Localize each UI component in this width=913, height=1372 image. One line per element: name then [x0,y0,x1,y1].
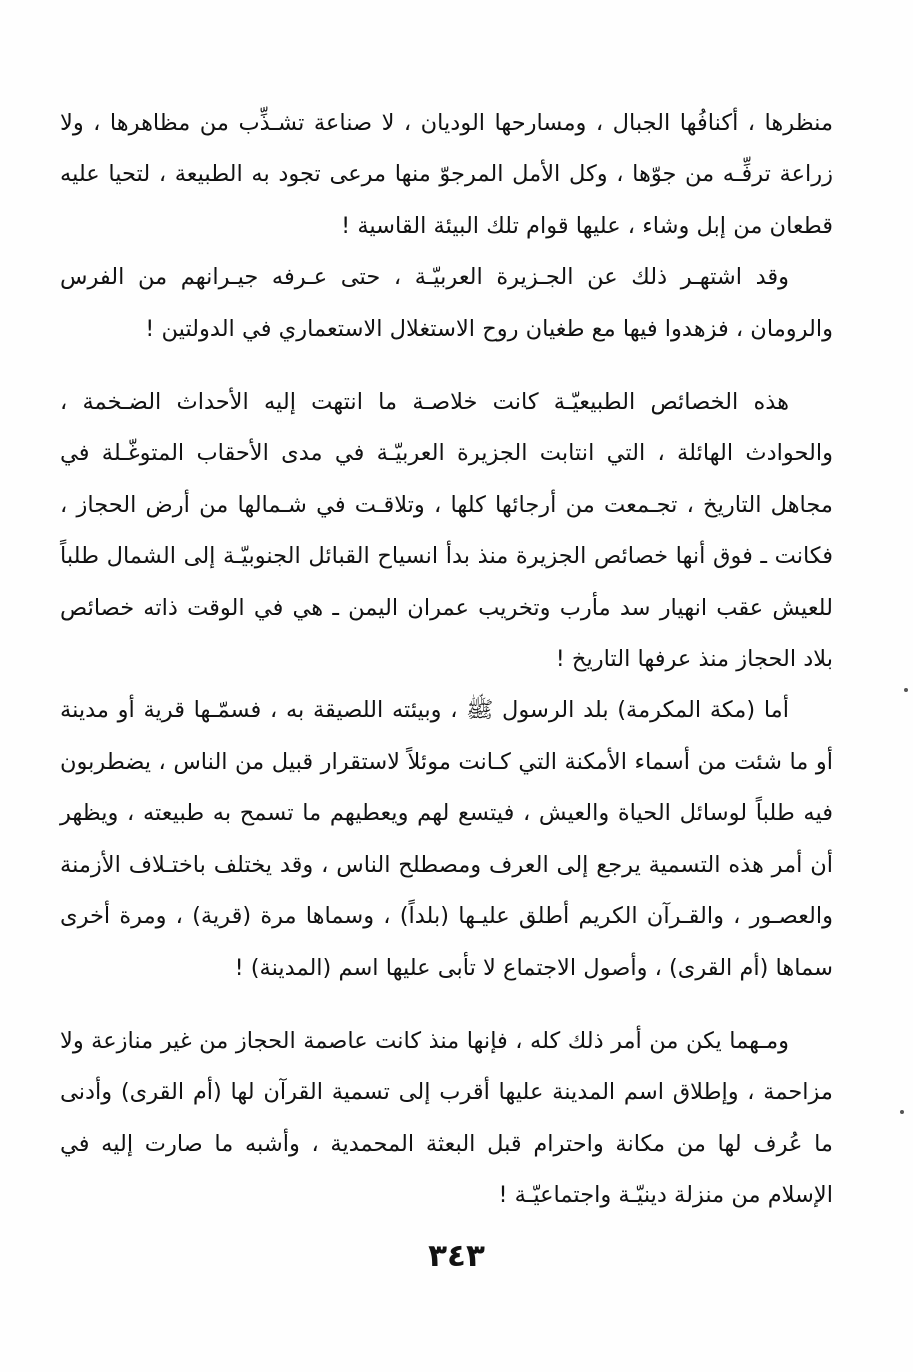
body-text [60,98,833,1222]
page-number: ٣٤٣ [428,1238,485,1274]
paragraph-4: أما (مكة المكرمة) بلد الرسول ﷺ ، وبيئته اللصيقة به ، فسمّـها قرية أو مدينة أو ما شئت من أسماء الأمكنة التي كـانت موئلاً لاستقرار قبيل من الناس ، يضطربون فيه طلباً لوسائل الحياة والعيش ، فيتسع لهم ويعطيهم ما تسمح به طبيعته ، ويظهر أن أمر هذه التسمية يرجع إلى العرف ومصطلح الناس ، وقد يختلف باختـلاف الأزمنة والعصـور ، والقـرآن الكريم أطلق عليـها (بلداً) ، وسماها مرة (قرية) ، ومرة أخرى سماها (أم القرى) ، وأصول الاجتماع لا تأبى عليها اسم (المدينة) ! [60,697,833,981]
paragraph-5: ومـهما يكن من أمر ذلك كله ، فإنها منذ كانت عاصمة الحجاز من غير منازعة ولا مزاحمة ، وإطلاق اسم المدينة عليها أقرب إلى تسمية القرآن لها (أم القرى) وأدنى ما عُرف لها من مكانة واحترام قبل البعثة المحمدية ، وأشبه ما صارت إليه في الإسلام من منزلة دينيّـة واجتماعيّـة ! [60,1027,833,1209]
scan-speck-2 [900,1110,904,1114]
paragraph-1: منظرها ، أكنافُها الجبال ، ومسارحها الوديان ، لا صناعة تشـذِّب من مظاهرها ، ولا زراعة ترفِّـه من جوّها ، وكل الأمل المرجوّ منها مرعى تجود به الطبيعة ، لتحيا عليه قطعان من إبل وشاء ، عليها قوام تلك البيئة القاسية ! [60,110,833,239]
paragraph-3: هذه الخصائص الطبيعيّـة كانت خلاصـة ما انتهت إليه الأحداث الضـخمة ، والحوادث الهائلة ، التي انتابت الجزيرة العربيّـة في مدى الأحقاب المتوغّـلة في مجاهل التاريخ ، تجـمعت من أرجائها كلها ، وتلاقـت في شـمالها من أرض الحجاز ، فكانت ـ فوق أنها خصائص الجزيرة منذ بدأ انسياح القبائل الجنوبيّـة إلى الشمال طلباً للعيش عقب انهيار سد مأرب وتخريب عمران اليمن ـ هي في الوقت ذاته خصائص بلاد الحجاز منذ عرفها التاريخ ! [60,389,833,673]
paragraph-2: وقد اشتهـر ذلك عن الجـزيرة العربيّـة ، حتى عـرفه جيـرانهم من الفرس والرومان ، فزهدوا فيها مع طغيان روح الاستغلال الاستعماري في الدولتين ! [60,264,833,342]
scan-speck-1 [904,688,908,692]
